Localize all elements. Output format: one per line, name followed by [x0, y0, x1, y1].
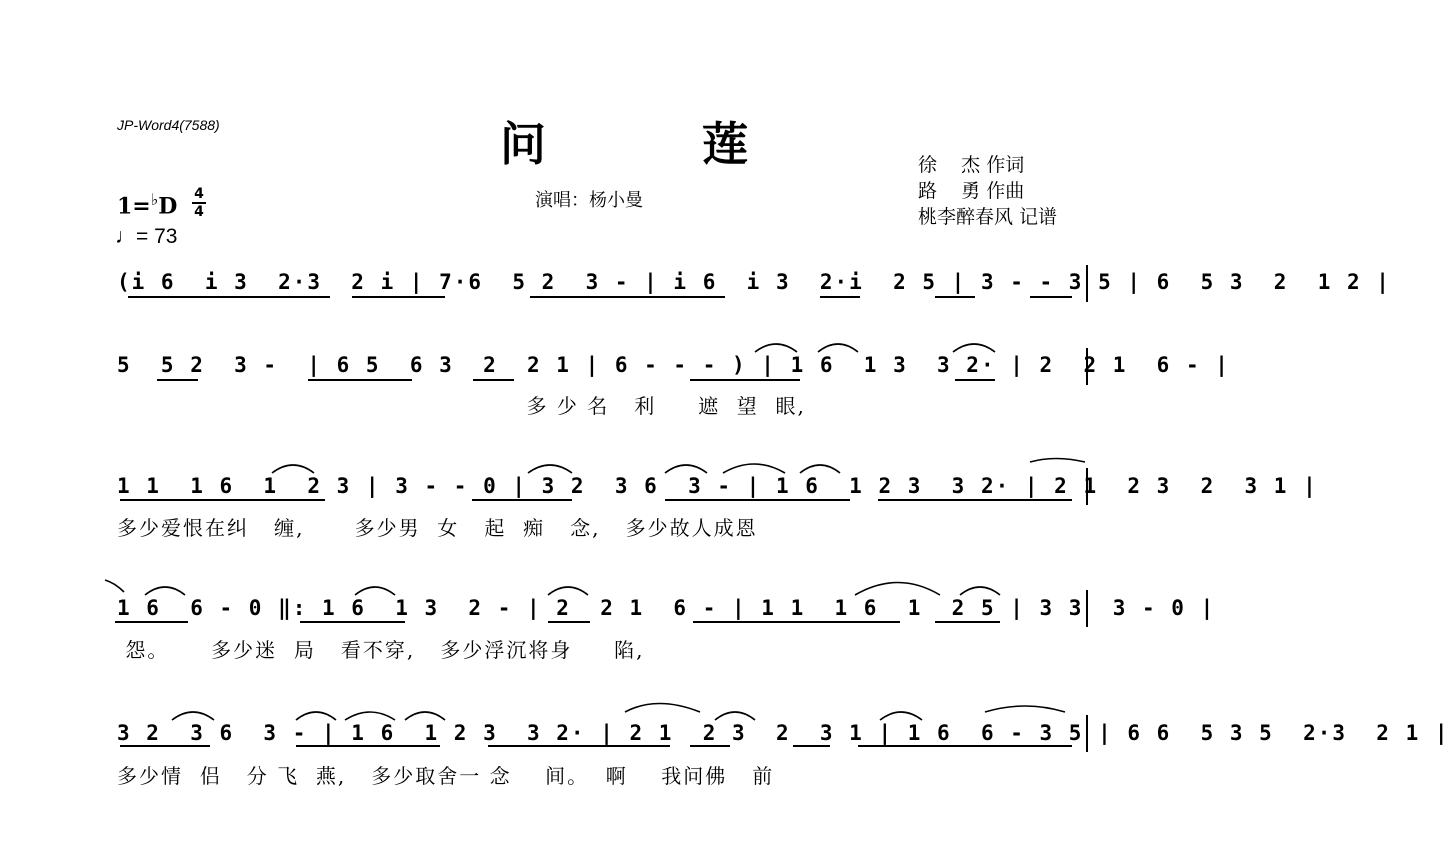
- score-line-2: 5 5 2 3 - | 6 5 6 3 2 2 1 | 6 - - - ) | 1 6 1 3 3 2· | 2 2 1 6 - |: [117, 353, 1230, 377]
- watermark: JP-Word4(7588): [117, 117, 220, 133]
- score-line-1: (i 6 i 3 2·3 2 i | 7·6 5 2 3 - | i 6 i 3 2·i 2 5 | 3 - - 3 5 | 6 5 3 2 1 2 |: [117, 270, 1391, 294]
- lyrics-line-2: 多 少 名 利 遮 望 眼,: [117, 394, 806, 418]
- score-line-5: 3 2 3 6 3 - | 1 6 1 2 3 3 2· | 2 1 2 3 2 3 1 | 1 6 6 - 3 5 | 6 6 5 3 5 2·3 2 1 |: [117, 721, 1450, 745]
- flat-symbol: ♭: [150, 190, 159, 209]
- lyrics-line-4: 怨。 多少迷 局 看不穿, 多少浮沉将身 陷,: [117, 638, 645, 662]
- song-title: 问 莲: [500, 117, 819, 171]
- lyricist-credit: 徐 杰 作词: [918, 154, 1025, 176]
- tempo-mark: ♩= 73: [115, 225, 178, 248]
- slurs: [105, 344, 1085, 720]
- time-bottom: 4: [194, 204, 204, 220]
- lyrics-line-3: 多少爱恨在纠 缠, 多少男 女 起 痴 念, 多少故人成恩: [117, 516, 758, 540]
- rhythm-underlines: [115, 297, 1072, 746]
- score-line-3: 1 1 1 6 1 2 3 | 3 - - 0 | 3 2 3 6 3 - | 1 6 1 2 3 3 2· | 2 1 2 3 2 3 1 |: [117, 474, 1318, 498]
- transcriber-credit: 桃李醉春风 记谱: [918, 206, 1058, 228]
- key-note: D: [158, 193, 178, 220]
- lyrics-line-5: 多少情 侣 分 飞 燕, 多少取舍一 念 间。 啊 我问佛 前: [117, 764, 775, 788]
- time-top: 4: [194, 186, 204, 202]
- composer-credit: 路 勇 作曲: [918, 180, 1025, 202]
- score-line-4: 1 6 6 - 0 ‖: 1 6 1 3 2 - | 2 2 1 6 - | 1 1 1 6 1 2 5 | 3 3 3 - 0 |: [117, 596, 1216, 620]
- key-prefix: 1=: [117, 193, 151, 220]
- singer-credit: 演唱：杨小曼: [535, 190, 643, 211]
